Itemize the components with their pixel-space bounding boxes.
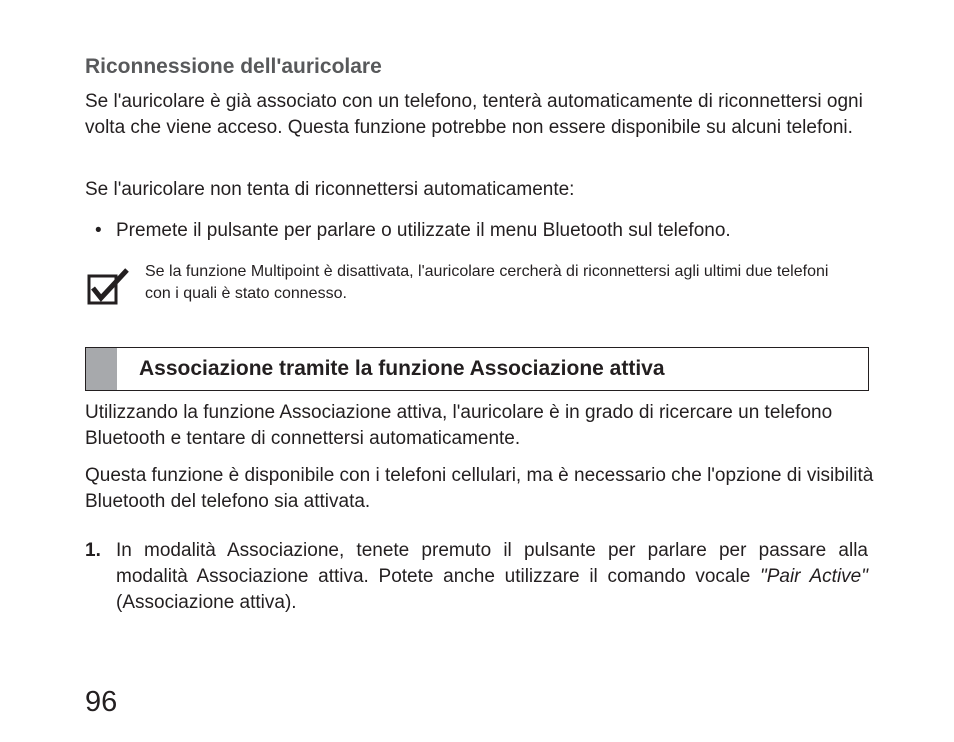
step-text-after: (Associazione attiva). <box>116 592 297 613</box>
subheading: Riconnessione dell'auricolare <box>85 55 382 78</box>
section-title: Associazione tramite la funzione Associazione attiva <box>139 357 665 380</box>
bullet-text: Premete il pulsante per parlare o utilizzate il menu Bluetooth sul telefono. <box>116 220 731 241</box>
condition-paragraph: Se l'auricolare non tenta di riconnettersi automaticamente: <box>85 179 575 200</box>
section-marker <box>86 348 117 390</box>
note-text: Se la funzione Multipoint è disattivata, l'auricolare cercherà di riconnettersi agli ultimi due telefoni con i quali è stato connesso. <box>145 263 829 302</box>
page-number: 96 <box>85 686 118 718</box>
intro-paragraph: Se l'auricolare è già associato con un telefono, tenterà automaticamente di riconnettersi ogni volta che viene acceso. Questa funzione potrebbe non essere disponibile su alcuni telefoni. <box>85 91 863 138</box>
section-paragraph-2: Questa funzione è disponibile con i telefoni cellulari, ma è necessario che l'opzione di visibilità Bluetooth del telefono sia attivata. <box>85 465 874 512</box>
voice-command: "Pair Active" <box>759 566 868 587</box>
step-1 <box>85 538 868 616</box>
section-paragraph-1: Utilizzando la funzione Associazione attiva, l'auricolare è in grado di ricercare un telefono Bluetooth e tentare di connettersi automaticamente. <box>85 402 833 449</box>
checkbox-checked-icon <box>87 268 131 306</box>
step-number: 1. <box>85 540 101 561</box>
bullet-item <box>95 218 731 244</box>
bullet-marker: • <box>95 220 102 241</box>
step-text <box>116 538 868 616</box>
section-heading-box <box>85 347 869 391</box>
step-text-before: In modalità Associazione, tenete premuto il pulsante per parlare per passare alla modalità Associazione attiva. Potete anche utilizzare il comando vocale <box>116 540 868 587</box>
